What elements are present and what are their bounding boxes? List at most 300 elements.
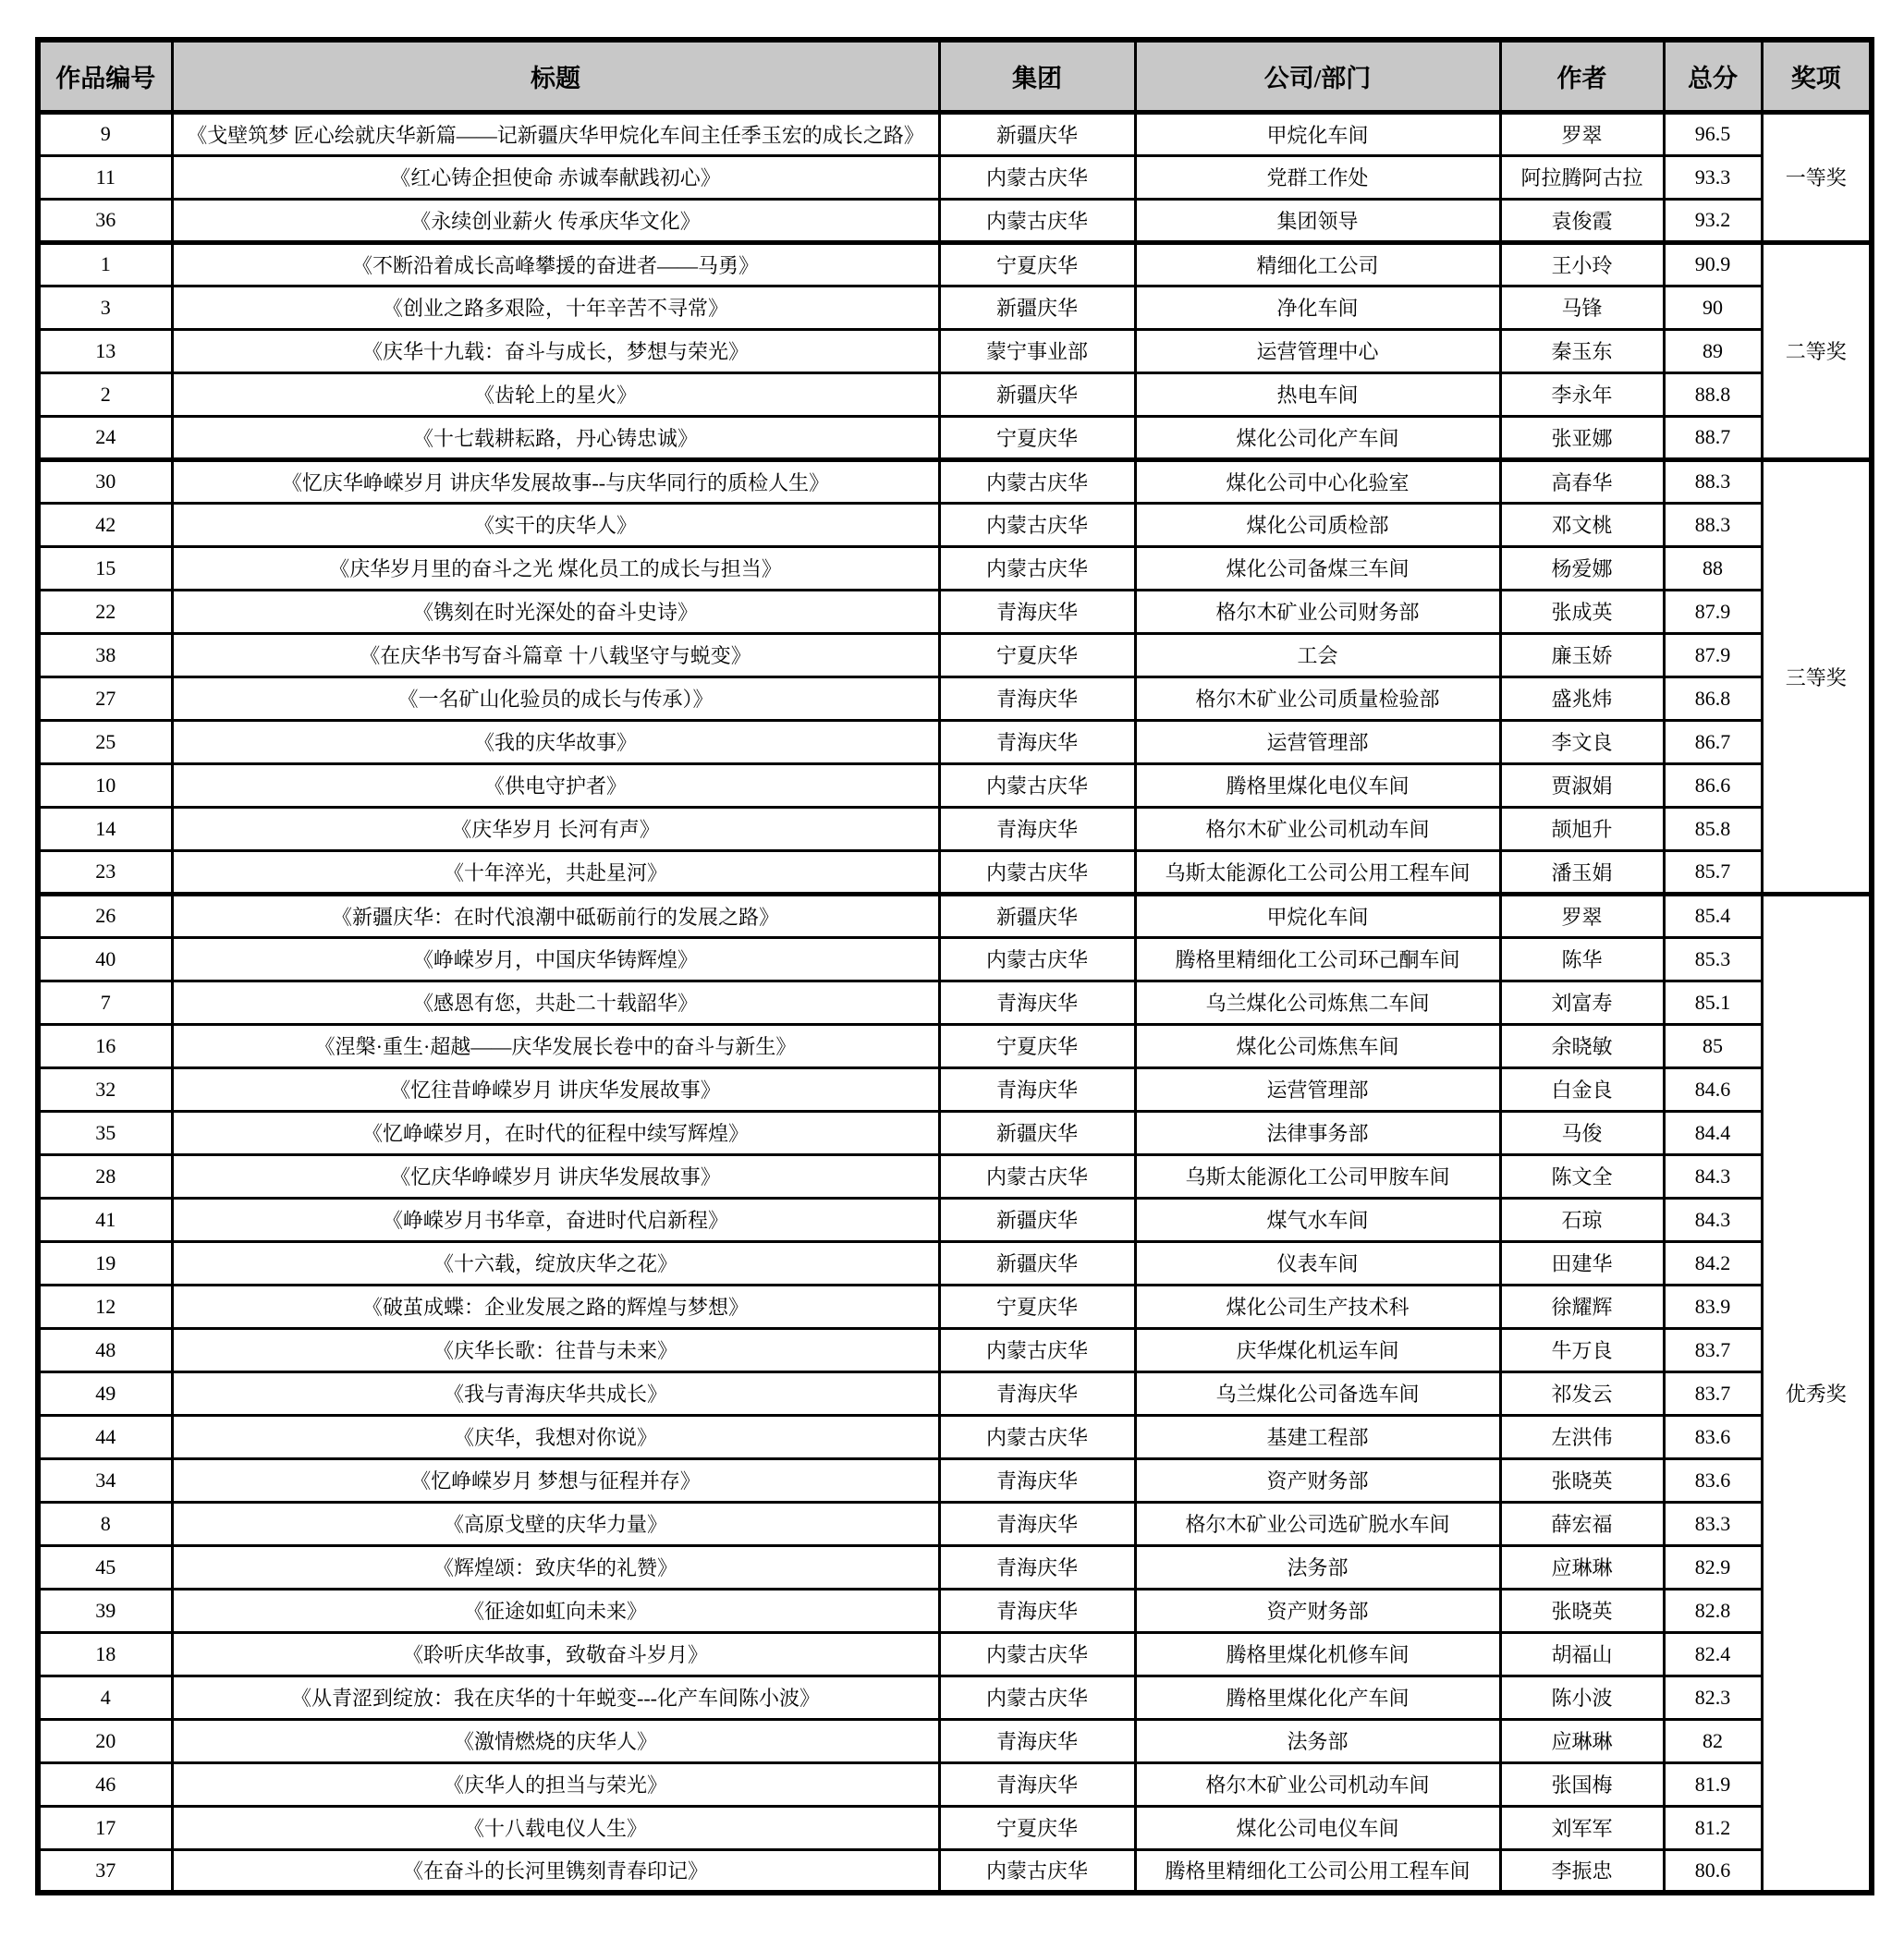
cell-department: 热电车间 [1135, 372, 1500, 416]
cell-group: 内蒙古庆华 [939, 155, 1135, 199]
cell-group: 内蒙古庆华 [939, 1328, 1135, 1371]
cell-score: 86.8 [1664, 676, 1762, 720]
cell-department: 基建工程部 [1135, 1415, 1500, 1458]
cell-score: 93.3 [1664, 155, 1762, 199]
cell-entry-id: 40 [38, 937, 172, 981]
cell-department: 乌兰煤化公司炼焦二车间 [1135, 981, 1500, 1024]
cell-entry-id: 35 [38, 1111, 172, 1154]
cell-score: 80.6 [1664, 1849, 1762, 1893]
cell-group: 内蒙古庆华 [939, 503, 1135, 546]
cell-score: 87.9 [1664, 633, 1762, 676]
col-header-group: 集团 [939, 40, 1135, 112]
cell-entry-id: 42 [38, 503, 172, 546]
cell-author: 贾淑娟 [1500, 763, 1664, 807]
cell-score: 83.7 [1664, 1328, 1762, 1371]
cell-score: 82.3 [1664, 1676, 1762, 1719]
cell-title: 《庆华岁月里的奋斗之光 煤化员工的成长与担当》 [172, 546, 939, 590]
cell-group: 青海庆华 [939, 676, 1135, 720]
cell-title: 《红心铸企担使命 赤诚奉献践初心》 [172, 155, 939, 199]
cell-department: 腾格里煤化电仪车间 [1135, 763, 1500, 807]
cell-author: 张国梅 [1500, 1762, 1664, 1806]
cell-group: 新疆庆华 [939, 286, 1135, 329]
table-row [38, 1024, 1872, 1067]
cell-author: 阿拉腾阿古拉 [1500, 155, 1664, 199]
cell-author: 罗翠 [1500, 112, 1664, 155]
table-row [38, 1589, 1872, 1632]
cell-title: 《激情燃烧的庆华人》 [172, 1719, 939, 1762]
cell-entry-id: 18 [38, 1632, 172, 1676]
cell-score: 86.6 [1664, 763, 1762, 807]
cell-score: 93.2 [1664, 199, 1762, 242]
cell-author: 左洪伟 [1500, 1415, 1664, 1458]
table-row [38, 894, 1872, 937]
cell-group: 宁夏庆华 [939, 242, 1135, 286]
cell-title: 《一名矿山化验员的成长与传承）》 [172, 676, 939, 720]
cell-title: 《庆华长歌：往昔与未来》 [172, 1328, 939, 1371]
cell-entry-id: 15 [38, 546, 172, 590]
table-row [38, 1328, 1872, 1371]
cell-score: 87.9 [1664, 590, 1762, 633]
cell-author: 潘玉娟 [1500, 850, 1664, 894]
table-row [38, 1415, 1872, 1458]
cell-author: 杨爱娜 [1500, 546, 1664, 590]
table-row [38, 1198, 1872, 1241]
cell-title: 《从青涩到绽放：我在庆华的十年蜕变---化产车间陈小波》 [172, 1676, 939, 1719]
cell-score: 82.4 [1664, 1632, 1762, 1676]
cell-department: 党群工作处 [1135, 155, 1500, 199]
cell-entry-id: 2 [38, 372, 172, 416]
cell-entry-id: 34 [38, 1458, 172, 1502]
cell-department: 乌斯太能源化工公司甲胺车间 [1135, 1154, 1500, 1198]
cell-group: 内蒙古庆华 [939, 199, 1135, 242]
cell-group: 内蒙古庆华 [939, 1849, 1135, 1893]
cell-entry-id: 45 [38, 1545, 172, 1589]
cell-department: 法务部 [1135, 1545, 1500, 1589]
cell-author: 祁发云 [1500, 1371, 1664, 1415]
table-row [38, 199, 1872, 242]
award-cell: 二等奖 [1762, 242, 1872, 459]
table-row [38, 1849, 1872, 1893]
cell-title: 《忆庆华峥嵘岁月 讲庆华发展故事--与庆华同行的质检人生》 [172, 459, 939, 503]
cell-title: 《高原戈壁的庆华力量》 [172, 1502, 939, 1545]
cell-department: 运营管理部 [1135, 1067, 1500, 1111]
cell-score: 90 [1664, 286, 1762, 329]
cell-entry-id: 1 [38, 242, 172, 286]
cell-title: 《忆峥嵘岁月，在时代的征程中续写辉煌》 [172, 1111, 939, 1154]
cell-title: 《永续创业薪火 传承庆华文化》 [172, 199, 939, 242]
cell-entry-id: 28 [38, 1154, 172, 1198]
table-row [38, 807, 1872, 850]
table-row [38, 459, 1872, 503]
cell-group: 内蒙古庆华 [939, 546, 1135, 590]
cell-group: 青海庆华 [939, 1762, 1135, 1806]
cell-author: 陈小波 [1500, 1676, 1664, 1719]
cell-group: 青海庆华 [939, 1458, 1135, 1502]
cell-score: 90.9 [1664, 242, 1762, 286]
cell-score: 88 [1664, 546, 1762, 590]
cell-score: 88.3 [1664, 503, 1762, 546]
cell-author: 陈华 [1500, 937, 1664, 981]
cell-score: 82 [1664, 1719, 1762, 1762]
cell-entry-id: 20 [38, 1719, 172, 1762]
cell-title: 《十八载电仪人生》 [172, 1806, 939, 1849]
cell-author: 高春华 [1500, 459, 1664, 503]
cell-title: 《峥嵘岁月书华章，奋进时代启新程》 [172, 1198, 939, 1241]
cell-group: 内蒙古庆华 [939, 459, 1135, 503]
cell-group: 内蒙古庆华 [939, 763, 1135, 807]
cell-department: 腾格里精细化工公司环己酮车间 [1135, 937, 1500, 981]
cell-author: 马俊 [1500, 1111, 1664, 1154]
table-row [38, 1241, 1872, 1285]
cell-title: 《我的庆华故事》 [172, 720, 939, 763]
cell-author: 廉玉娇 [1500, 633, 1664, 676]
cell-author: 牛万良 [1500, 1328, 1664, 1371]
cell-entry-id: 22 [38, 590, 172, 633]
table-row [38, 1371, 1872, 1415]
cell-title: 《十年淬光，共赴星河》 [172, 850, 939, 894]
cell-score: 83.6 [1664, 1458, 1762, 1502]
cell-group: 新疆庆华 [939, 1198, 1135, 1241]
cell-department: 煤化公司化产车间 [1135, 416, 1500, 459]
cell-entry-id: 37 [38, 1849, 172, 1893]
cell-entry-id: 26 [38, 894, 172, 937]
cell-department: 甲烷化车间 [1135, 894, 1500, 937]
award-cell: 优秀奖 [1762, 894, 1872, 1893]
cell-title: 《聆听庆华故事，致敬奋斗岁月》 [172, 1632, 939, 1676]
award-cell: 三等奖 [1762, 459, 1872, 894]
cell-group: 新疆庆华 [939, 1111, 1135, 1154]
cell-group: 蒙宁事业部 [939, 329, 1135, 372]
cell-author: 秦玉东 [1500, 329, 1664, 372]
cell-group: 内蒙古庆华 [939, 937, 1135, 981]
table-row [38, 372, 1872, 416]
table-row [38, 590, 1872, 633]
cell-department: 煤化公司炼焦车间 [1135, 1024, 1500, 1067]
cell-score: 86.7 [1664, 720, 1762, 763]
cell-department: 煤化公司电仪车间 [1135, 1806, 1500, 1849]
table-row [38, 1458, 1872, 1502]
col-header-title: 标题 [172, 40, 939, 112]
cell-entry-id: 13 [38, 329, 172, 372]
cell-group: 青海庆华 [939, 1067, 1135, 1111]
table-row [38, 1545, 1872, 1589]
cell-group: 青海庆华 [939, 1502, 1135, 1545]
cell-score: 85.3 [1664, 937, 1762, 981]
cell-entry-id: 30 [38, 459, 172, 503]
cell-group: 内蒙古庆华 [939, 850, 1135, 894]
cell-department: 煤化公司中心化验室 [1135, 459, 1500, 503]
cell-entry-id: 16 [38, 1024, 172, 1067]
cell-group: 青海庆华 [939, 1589, 1135, 1632]
cell-author: 徐耀辉 [1500, 1285, 1664, 1328]
table-row [38, 720, 1872, 763]
cell-group: 宁夏庆华 [939, 1024, 1135, 1067]
cell-entry-id: 44 [38, 1415, 172, 1458]
cell-author: 盛兆炜 [1500, 676, 1664, 720]
table-row [38, 286, 1872, 329]
cell-entry-id: 11 [38, 155, 172, 199]
cell-department: 乌斯太能源化工公司公用工程车间 [1135, 850, 1500, 894]
table-row [38, 1502, 1872, 1545]
cell-department: 仪表车间 [1135, 1241, 1500, 1285]
cell-group: 新疆庆华 [939, 894, 1135, 937]
col-header-department: 公司/部门 [1135, 40, 1500, 112]
cell-department: 煤气水车间 [1135, 1198, 1500, 1241]
awards-table [35, 37, 1874, 1895]
cell-group: 宁夏庆华 [939, 416, 1135, 459]
cell-entry-id: 36 [38, 199, 172, 242]
cell-department: 甲烷化车间 [1135, 112, 1500, 155]
cell-title: 《辉煌颂：致庆华的礼赞》 [172, 1545, 939, 1589]
cell-group: 青海庆华 [939, 807, 1135, 850]
cell-author: 应琳琳 [1500, 1545, 1664, 1589]
cell-score: 84.6 [1664, 1067, 1762, 1111]
cell-department: 格尔木矿业公司机动车间 [1135, 1762, 1500, 1806]
cell-department: 运营管理中心 [1135, 329, 1500, 372]
cell-group: 新疆庆华 [939, 372, 1135, 416]
cell-entry-id: 7 [38, 981, 172, 1024]
table-row [38, 981, 1872, 1024]
cell-department: 资产财务部 [1135, 1458, 1500, 1502]
table-row [38, 1154, 1872, 1198]
cell-department: 格尔木矿业公司机动车间 [1135, 807, 1500, 850]
cell-score: 81.2 [1664, 1806, 1762, 1849]
cell-group: 宁夏庆华 [939, 1285, 1135, 1328]
cell-author: 刘军军 [1500, 1806, 1664, 1849]
cell-department: 法律事务部 [1135, 1111, 1500, 1154]
cell-score: 96.5 [1664, 112, 1762, 155]
cell-department: 集团领导 [1135, 199, 1500, 242]
cell-title: 《在奋斗的长河里镌刻青春印记》 [172, 1849, 939, 1893]
table-row [38, 763, 1872, 807]
cell-title: 《创业之路多艰险，十年辛苦不寻常》 [172, 286, 939, 329]
cell-title: 《实干的庆华人》 [172, 503, 939, 546]
cell-group: 青海庆华 [939, 981, 1135, 1024]
cell-author: 袁俊霞 [1500, 199, 1664, 242]
cell-score: 84.3 [1664, 1198, 1762, 1241]
cell-entry-id: 41 [38, 1198, 172, 1241]
cell-entry-id: 49 [38, 1371, 172, 1415]
table-row [38, 1285, 1872, 1328]
cell-score: 83.9 [1664, 1285, 1762, 1328]
cell-author: 马锋 [1500, 286, 1664, 329]
cell-department: 煤化公司质检部 [1135, 503, 1500, 546]
cell-group: 内蒙古庆华 [939, 1632, 1135, 1676]
cell-group: 青海庆华 [939, 1371, 1135, 1415]
cell-score: 85.1 [1664, 981, 1762, 1024]
cell-title: 《庆华，我想对你说》 [172, 1415, 939, 1458]
cell-department: 腾格里煤化机修车间 [1135, 1632, 1500, 1676]
table-row [38, 850, 1872, 894]
cell-score: 85.4 [1664, 894, 1762, 937]
cell-group: 青海庆华 [939, 590, 1135, 633]
cell-author: 石琼 [1500, 1198, 1664, 1241]
cell-department: 法务部 [1135, 1719, 1500, 1762]
cell-author: 张亚娜 [1500, 416, 1664, 459]
cell-title: 《齿轮上的星火》 [172, 372, 939, 416]
award-cell: 一等奖 [1762, 112, 1872, 242]
cell-department: 腾格里精细化工公司公用工程车间 [1135, 1849, 1500, 1893]
cell-entry-id: 4 [38, 1676, 172, 1719]
cell-score: 85 [1664, 1024, 1762, 1067]
cell-score: 88.8 [1664, 372, 1762, 416]
cell-score: 83.7 [1664, 1371, 1762, 1415]
cell-title: 《十六载，绽放庆华之花》 [172, 1241, 939, 1285]
cell-group: 内蒙古庆华 [939, 1676, 1135, 1719]
cell-author: 应琳琳 [1500, 1719, 1664, 1762]
cell-title: 《戈壁筑梦 匠心绘就庆华新篇——记新疆庆华甲烷化车间主任季玉宏的成长之路》 [172, 112, 939, 155]
cell-department: 工会 [1135, 633, 1500, 676]
cell-group: 宁夏庆华 [939, 1806, 1135, 1849]
cell-department: 煤化公司备煤三车间 [1135, 546, 1500, 590]
cell-group: 青海庆华 [939, 720, 1135, 763]
table-row [38, 242, 1872, 286]
col-header-author: 作者 [1500, 40, 1664, 112]
cell-title: 《征途如虹向未来》 [172, 1589, 939, 1632]
cell-group: 新疆庆华 [939, 1241, 1135, 1285]
cell-entry-id: 39 [38, 1589, 172, 1632]
cell-author: 李振忠 [1500, 1849, 1664, 1893]
table-row [38, 1111, 1872, 1154]
cell-department: 精细化工公司 [1135, 242, 1500, 286]
cell-entry-id: 25 [38, 720, 172, 763]
cell-score: 81.9 [1664, 1762, 1762, 1806]
cell-title: 《庆华人的担当与荣光》 [172, 1762, 939, 1806]
table-row [38, 1762, 1872, 1806]
cell-group: 宁夏庆华 [939, 633, 1135, 676]
table-row [38, 1632, 1872, 1676]
cell-title: 《十七载耕耘路，丹心铸忠诚》 [172, 416, 939, 459]
table-row [38, 1676, 1872, 1719]
table-row [38, 416, 1872, 459]
cell-title: 《庆华岁月 长河有声》 [172, 807, 939, 850]
cell-title: 《供电守护者》 [172, 763, 939, 807]
cell-author: 张成英 [1500, 590, 1664, 633]
cell-department: 格尔木矿业公司质量检验部 [1135, 676, 1500, 720]
table-row [38, 1719, 1872, 1762]
cell-author: 余晓敏 [1500, 1024, 1664, 1067]
cell-group: 内蒙古庆华 [939, 1415, 1135, 1458]
table-row [38, 1067, 1872, 1111]
cell-title: 《破茧成蝶：企业发展之路的辉煌与梦想》 [172, 1285, 939, 1328]
cell-score: 88.3 [1664, 459, 1762, 503]
col-header-score: 总分 [1664, 40, 1762, 112]
cell-entry-id: 3 [38, 286, 172, 329]
cell-author: 李永年 [1500, 372, 1664, 416]
cell-entry-id: 19 [38, 1241, 172, 1285]
table-row [38, 329, 1872, 372]
cell-score: 89 [1664, 329, 1762, 372]
table-row [38, 155, 1872, 199]
cell-title: 《忆峥嵘岁月 梦想与征程并存》 [172, 1458, 939, 1502]
cell-department: 煤化公司生产技术科 [1135, 1285, 1500, 1328]
cell-entry-id: 17 [38, 1806, 172, 1849]
cell-title: 《新疆庆华：在时代浪潮中砥砺前行的发展之路》 [172, 894, 939, 937]
cell-score: 82.8 [1664, 1589, 1762, 1632]
col-header-entry-id: 作品编号 [38, 40, 172, 112]
cell-entry-id: 32 [38, 1067, 172, 1111]
cell-author: 刘富寿 [1500, 981, 1664, 1024]
cell-group: 青海庆华 [939, 1545, 1135, 1589]
cell-entry-id: 24 [38, 416, 172, 459]
cell-author: 陈文全 [1500, 1154, 1664, 1198]
col-header-award: 奖项 [1762, 40, 1872, 112]
cell-department: 乌兰煤化公司备选车间 [1135, 1371, 1500, 1415]
cell-entry-id: 46 [38, 1762, 172, 1806]
cell-entry-id: 8 [38, 1502, 172, 1545]
cell-score: 84.3 [1664, 1154, 1762, 1198]
cell-author: 王小玲 [1500, 242, 1664, 286]
cell-author: 张晓英 [1500, 1589, 1664, 1632]
cell-score: 83.6 [1664, 1415, 1762, 1458]
cell-department: 资产财务部 [1135, 1589, 1500, 1632]
cell-title: 《庆华十九载：奋斗与成长，梦想与荣光》 [172, 329, 939, 372]
cell-entry-id: 14 [38, 807, 172, 850]
cell-entry-id: 9 [38, 112, 172, 155]
table-row [38, 633, 1872, 676]
cell-entry-id: 27 [38, 676, 172, 720]
cell-department: 腾格里煤化化产车间 [1135, 1676, 1500, 1719]
cell-entry-id: 38 [38, 633, 172, 676]
cell-title: 《不断沿着成长高峰攀援的奋进者——马勇》 [172, 242, 939, 286]
cell-score: 84.4 [1664, 1111, 1762, 1154]
cell-title: 《我与青海庆华共成长》 [172, 1371, 939, 1415]
cell-department: 运营管理部 [1135, 720, 1500, 763]
cell-author: 颉旭升 [1500, 807, 1664, 850]
cell-group: 新疆庆华 [939, 112, 1135, 155]
cell-score: 85.7 [1664, 850, 1762, 894]
cell-department: 格尔木矿业公司财务部 [1135, 590, 1500, 633]
cell-group: 青海庆华 [939, 1719, 1135, 1762]
cell-author: 邓文桃 [1500, 503, 1664, 546]
cell-author: 李文良 [1500, 720, 1664, 763]
awards-table-body [38, 112, 1872, 1893]
cell-author: 胡福山 [1500, 1632, 1664, 1676]
cell-title: 《忆庆华峥嵘岁月 讲庆华发展故事》 [172, 1154, 939, 1198]
cell-title: 《在庆华书写奋斗篇章 十八载坚守与蜕变》 [172, 633, 939, 676]
cell-department: 庆华煤化机运车间 [1135, 1328, 1500, 1371]
cell-title: 《涅槃·重生·超越——庆华发展长卷中的奋斗与新生》 [172, 1024, 939, 1067]
cell-entry-id: 48 [38, 1328, 172, 1371]
cell-score: 84.2 [1664, 1241, 1762, 1285]
cell-author: 罗翠 [1500, 894, 1664, 937]
cell-entry-id: 12 [38, 1285, 172, 1328]
cell-score: 82.9 [1664, 1545, 1762, 1589]
cell-title: 《镌刻在时光深处的奋斗史诗》 [172, 590, 939, 633]
table-row [38, 1806, 1872, 1849]
cell-author: 张晓英 [1500, 1458, 1664, 1502]
cell-department: 净化车间 [1135, 286, 1500, 329]
cell-title: 《感恩有您，共赴二十载韶华》 [172, 981, 939, 1024]
cell-title: 《忆往昔峥嵘岁月 讲庆华发展故事》 [172, 1067, 939, 1111]
table-row [38, 676, 1872, 720]
cell-title: 《峥嵘岁月，中国庆华铸辉煌》 [172, 937, 939, 981]
table-row [38, 937, 1872, 981]
cell-entry-id: 10 [38, 763, 172, 807]
cell-entry-id: 23 [38, 850, 172, 894]
table-row [38, 503, 1872, 546]
cell-score: 88.7 [1664, 416, 1762, 459]
cell-score: 85.8 [1664, 807, 1762, 850]
cell-author: 田建华 [1500, 1241, 1664, 1285]
cell-group: 内蒙古庆华 [939, 1154, 1135, 1198]
cell-score: 83.3 [1664, 1502, 1762, 1545]
cell-author: 白金良 [1500, 1067, 1664, 1111]
header-row [38, 40, 1872, 112]
table-row [38, 112, 1872, 155]
table-row [38, 546, 1872, 590]
cell-department: 格尔木矿业公司选矿脱水车间 [1135, 1502, 1500, 1545]
